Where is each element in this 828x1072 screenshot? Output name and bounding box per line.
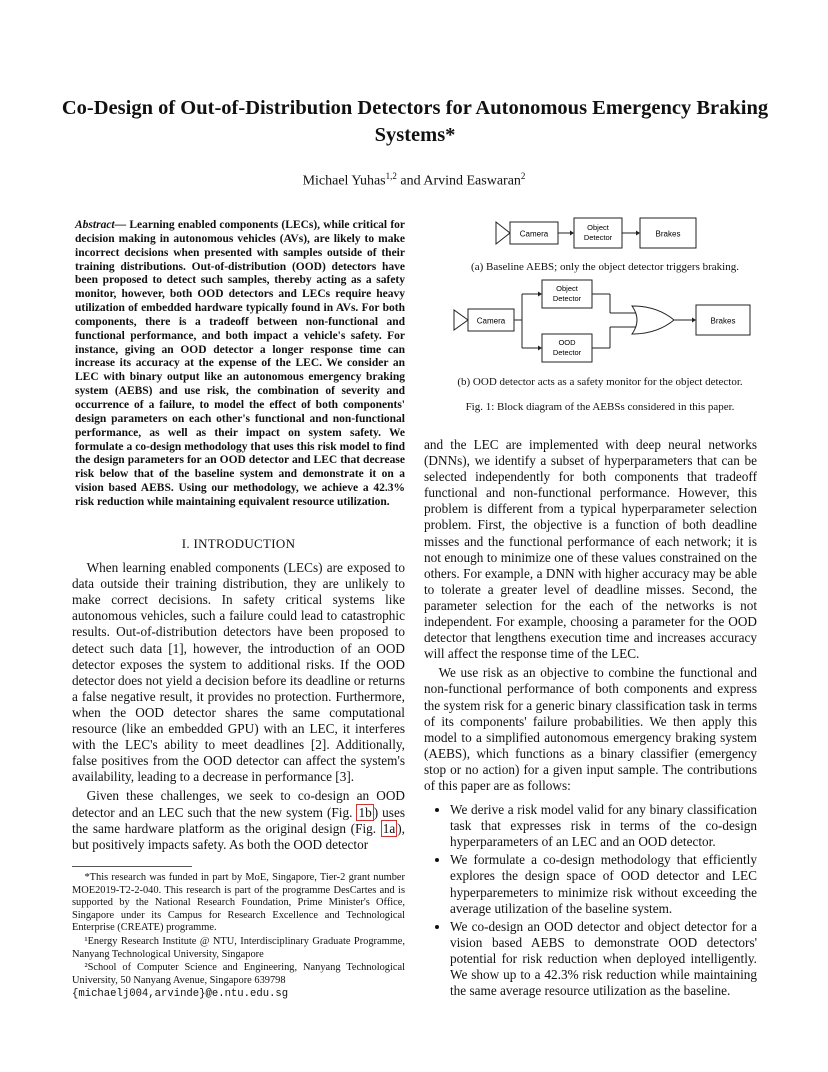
camera-label-b: Camera bbox=[476, 316, 506, 326]
footnote-affil-2: ²School of Computer Science and Engineering, Nanyang Technological University, 50 Nanyang Avenue, Singapore 639798 bbox=[72, 962, 405, 986]
figure-1b-diagram bbox=[452, 276, 752, 368]
author-emails: {michaelj004,arvinde}@e.ntu.edu.sg bbox=[72, 988, 289, 1001]
figure-1b-link[interactable]: 1b bbox=[358, 804, 372, 820]
right-paragraph-1: and the LEC are implemented with deep neural networks (DNNs), we identify a subset of hyperparameters that can be selected independently for both components that tradeoff functional and non-functional performance. However, this problem is different from a typical hyperparameter selection problem. First, the objective is a function of both deadline misses and the functional performance of each network; it is not enough to minimize one of these values constrained on the others. For example, a DNN with higher accuracy may be able to tolerate a greater level of deadline misses. Second, the parameter selection for the each of the networks is not independent. For example, choosing a parameter for the OOD detector that lengthens execution time and increases accuracy will affect the response time of the LEC. bbox=[424, 437, 757, 662]
object-detector-label-b1: Object bbox=[556, 284, 578, 293]
intro-p2-part-a: Given these challenges, we seek to co-design an OOD detector and an LEC such that the new system (Fig. bbox=[72, 788, 405, 820]
intro-p2-part-b: ) uses the same hardware platform as the original design (Fig. bbox=[72, 804, 405, 836]
left-column bbox=[72, 526, 405, 853]
arrowhead-b2 bbox=[538, 346, 542, 351]
footnotes bbox=[72, 866, 405, 1001]
or-gate bbox=[632, 306, 674, 334]
contribution-item: • We co-design an OOD detector and object detector for a vision based AEBS to demonstrate OOD detectors' potential for risk reduction when deployed intelligently. We show up to a 42.3% risk reduction while maintaining the same average resource utilization as the baseline. bbox=[450, 919, 757, 999]
author-1: Michael Yuhas bbox=[302, 173, 386, 189]
arrowhead-b1 bbox=[538, 292, 542, 297]
contribution-item: • We formulate a co-design methodology that efficiently explores the design space of OOD detector and LEC hyperparemeters to minimize risk without exceeding the average utilization of the baseline system. bbox=[450, 852, 757, 916]
object-detector-label-a1: Object bbox=[587, 223, 609, 232]
camera-label-a: Camera bbox=[519, 229, 549, 239]
ood-detector-label-b2: Detector bbox=[552, 348, 582, 357]
section-heading: I. INTRODUCTION bbox=[181, 536, 296, 551]
intro-paragraph-1: When learning enabled components (LECs) are exposed to data outside their training distribution, they are unlikely to make correct decisions. In safety critical systems like autonomous vehicles, such a failure could lead to catastrophic results. Out-of-distribution detectors have been proposed to detect such data [1], however, the introduction of an OOD detector exposes the system to additional risks. If the OOD detector does not yield a decision before its deadline or returns a false negative result, it provides no protection. Furthermore, when the OOD detector shares the same computational resource (like an embedded GPU) with an LEC, it interferes with the LEC's ability to meet deadlines [2]. Additionally, false positives from the OOD detector can affect the system's availability, leading to a decrease in performance [3]. bbox=[72, 560, 405, 785]
contribution-list bbox=[424, 802, 757, 999]
abstract-text: — Learning enabled components (LECs), while critical for decision making in autonomous vehicles (AVs), are likely to make incorrect decisions when presented with samples outside of their training distributions. Out-of-distribution (OOD) detectors have been proposed to detect such samples, thereby acting as a safety monitor, however, both OOD detectors and LECs require heavy utilization of embedded hardware typically found in AVs. For both components, there is a tradeoff between non-functional and functional performance, and both impact a vehicle's safety. For instance, giving an OOD detector a longer response time can increase its accuracy at the expense of the LEC. We consider an LEC with binary output like an autonomous emergency braking system (AEBS) and use risk, the combination of severity and occurrence of a failure, to model the effect of both components' design parameters on each other's functional and non-functional performance, as well as their impact on system safety. We formulate a co-design methodology that uses this risk model to find the design parameters for an OOD detector and LEC that decrease risk below that of the baseline system and demonstrate it on a vision based AEBS. Using our methodology, we achieve a 42.3% risk reduction while maintaining equivalent resource utilization. bbox=[75, 219, 405, 508]
figure-1b-caption: (b) OOD detector acts as a safety monitor for the object detector. bbox=[457, 376, 743, 388]
object-detector-label-b2: Detector bbox=[552, 294, 582, 303]
intro-p2-part-c: ), but positively impacts safety. As both the OOD detector bbox=[72, 820, 405, 852]
right-column bbox=[424, 437, 757, 1001]
author-2-affil: 2 bbox=[520, 171, 526, 181]
figure-1a-link[interactable]: 1a bbox=[382, 820, 396, 836]
brakes-label-a: Brakes bbox=[655, 229, 681, 239]
arxiv-stamp bbox=[8, 280, 58, 760]
camera-triangle-a bbox=[496, 222, 510, 244]
abstract-lead: Abstract bbox=[75, 219, 115, 231]
contribution-item: • We derive a risk model valid for any binary classification task that expresses risk in terms of the co-design hyperparameters of an LEC and an OOD detector. bbox=[450, 802, 757, 850]
paper-title: Co-Design of Out-of-Distribution Detectors for Autonomous Emergency Braking Systems* bbox=[61, 97, 769, 146]
figure-1a-diagram bbox=[488, 212, 718, 258]
object-detector-label-a2: Detector bbox=[583, 233, 613, 242]
arrowhead-b3 bbox=[692, 318, 696, 323]
author-line bbox=[0, 171, 828, 190]
brakes-label-b: Brakes bbox=[710, 316, 736, 326]
right-paragraph-2: We use risk as an objective to combine the functional and non-functional performance of both components and express the system risk for a generic binary classification task in terms of its components' failure probabilities. We then apply this model to a simplified autonomous emergency braking system (AEBS), which functions as a binary classifier (emergency stop or no action) for a given input sample. The contributions of this paper are as follows: bbox=[424, 665, 757, 793]
footnote-rule bbox=[72, 866, 192, 867]
intro-paragraph-2 bbox=[72, 788, 405, 852]
author-conjunction: and bbox=[400, 173, 421, 189]
footnote-funding: *This research was funded in part by MoE, Singapore, Tier-2 grant number MOE2019-T2-2-040. This research is part of the programme DesCartes and is supported by the National Research Foundation, Prime Minister's Office, Singapore under its Campus for Research Excellence and Technological Enterprise (CREATE) programme. bbox=[72, 872, 405, 934]
figure-1-caption: Fig. 1: Block diagram of the AEBSs considered in this paper. bbox=[465, 401, 735, 413]
arrowhead-a1 bbox=[570, 231, 574, 236]
author-2: Arvind Easwaran bbox=[423, 173, 521, 189]
abstract bbox=[75, 219, 405, 510]
arrowhead-a2 bbox=[636, 231, 640, 236]
footnote-affil-1: ¹Energy Research Institute @ NTU, Interdisciplinary Graduate Programme, Nanyang Technological University, Singapore bbox=[72, 935, 405, 960]
ood-detector-label-b1: OOD bbox=[558, 338, 576, 347]
figure-1a-caption: (a) Baseline AEBS; only the object detector triggers braking. bbox=[471, 261, 739, 273]
author-1-affil: 1,2 bbox=[385, 171, 397, 181]
camera-triangle-b bbox=[454, 310, 468, 330]
